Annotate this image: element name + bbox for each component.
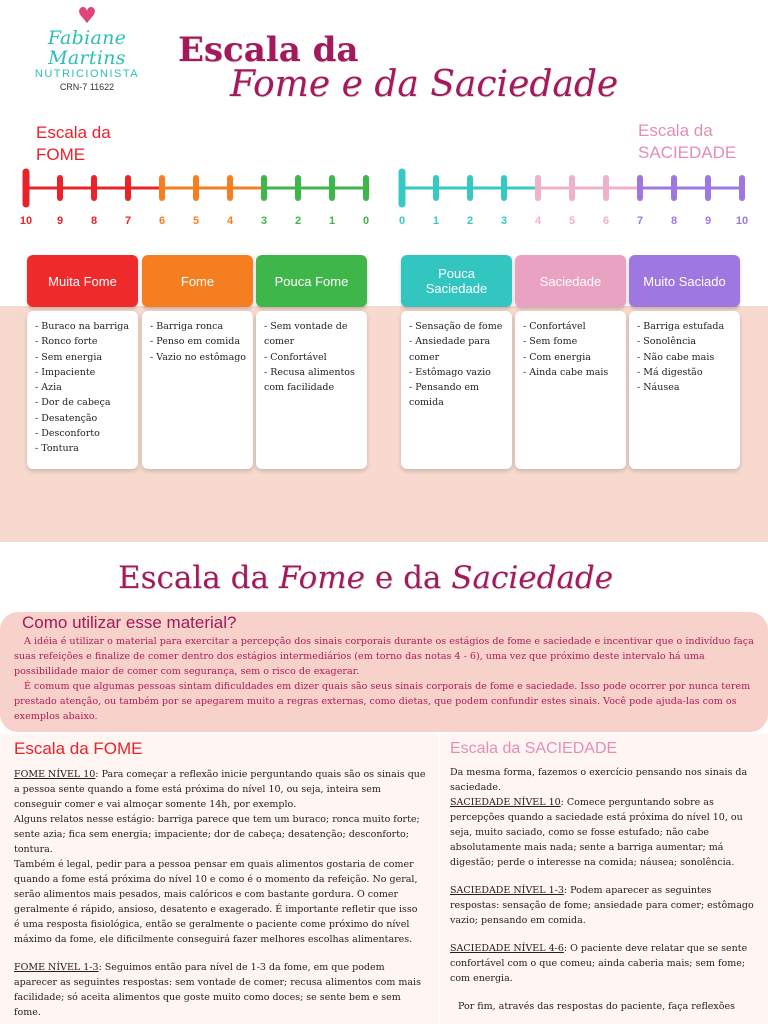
sac-scale-number: 7	[636, 215, 644, 227]
how-paragraph-1: A idéia é utilizar o material para exercitar a percepção dos sinais corporais durante os estágios de fome e saciedade e incentivar que o indivíduo faça suas refeições e finalize de comer dentro dos estágios intermediários (em torno das notas 4 - 6), uma vez que próximo deste intervalo há uma possibilidade maior de comer com segurança, sem o risco de exagerar.	[14, 636, 754, 677]
fome-scale-number: 1	[328, 215, 336, 227]
saciedade-scale-label	[638, 120, 736, 164]
fome-section-title: Escala da FOME	[14, 739, 143, 758]
sac-label-line2: SACIEDADE	[638, 143, 737, 162]
sac-scale-number: 3	[500, 215, 508, 227]
level-card-body	[27, 311, 138, 469]
level-card-item: - Estômago vazio	[409, 366, 491, 378]
logo-crn: CRN-7 11622	[59, 82, 115, 92]
sac-scale-number: 1	[432, 215, 440, 227]
level-card-item: - Sem energia	[35, 351, 103, 363]
logo-name: Fabiane Martins	[47, 27, 127, 69]
fome-n10-label: FOME NÍVEL 10	[14, 769, 96, 780]
level-card-item: - Com energia	[523, 351, 591, 363]
level-card-item: - Desatenção	[35, 412, 98, 424]
scales-graphic	[0, 160, 768, 240]
sac-n13-text: : Podem aparecer as seguintes respostas: sensação de fome; ansiedade para comer; estômago vazio; pensando em comida.	[450, 885, 754, 926]
level-card-body	[142, 311, 253, 469]
level-card-item: - Desconforto	[35, 428, 100, 440]
level-card	[256, 255, 367, 469]
level-card-body	[629, 311, 740, 469]
level-card-item: - Não cabe mais	[637, 351, 715, 363]
level-card-title: Saciedade	[515, 255, 626, 307]
fome-scale-number: 6	[158, 215, 166, 227]
sac-scale-number: 0	[398, 215, 406, 227]
fome-n13-paragraph	[14, 960, 426, 1020]
how-to-use-box	[0, 612, 768, 732]
level-card-title: Fome	[142, 255, 253, 307]
fome-scale-number: 2	[294, 215, 302, 227]
level-card-item: - Barriga estufada	[637, 321, 725, 332]
sac-n13-paragraph	[450, 883, 760, 928]
sac-n10-text: : Comece perguntando sobre as percepções quando a saciedade está próxima do nível 10, ou seja, muito saciado, como se fosse estufado; não cabe absolutamente mais nada; sente a barriga aumentar; má digestão; perde o interesse na comida; náusea; sonolência.	[450, 797, 743, 868]
level-card-item: - Sem vontade de comer	[264, 321, 348, 348]
fome-scale-number: 9	[56, 215, 64, 227]
fome-n13-text: : Seguimos então para nível de 1-3 da fome, em que podem aparecer as seguintes respostas: sem vontade de comer; recusa alimentos com mais facilidade; só aceita alimentos que goste muito como doces; se sente bem e sem fome.	[14, 962, 421, 1018]
level-card-item: - Recusa alimentos com facilidade	[264, 366, 355, 394]
level-card-item: - Ainda cabe mais	[523, 366, 609, 378]
level-card-body	[515, 311, 626, 469]
fome-n13-label: FOME NÍVEL 1-3	[14, 962, 99, 973]
sac-n10-label: SACIEDADE NÍVEL 10	[450, 797, 561, 808]
sac-n46-label: SACIEDADE NÍVEL 4-6	[450, 943, 564, 954]
section2-title-c: e da	[365, 560, 452, 596]
fome-scale-number: 4	[226, 215, 234, 227]
fome-n10-text: : Para começar a reflexão inicie perguntando quais são os sinais que a pessoa sente quando a fome está próxima do nível 10, ou seja, inteira sem conseguir comer e vai almoçar somente 14h, por exemplo.	[14, 769, 426, 810]
fome-scale-number: 8	[90, 215, 98, 227]
level-card-item: - Tontura	[35, 443, 79, 455]
level-card-item: - Ronco forte	[35, 336, 98, 348]
level-card-item: - Dor de cabeça	[35, 397, 111, 409]
fome-n10-paragraph	[14, 767, 426, 812]
how-title: Como utilizar esse material?	[22, 613, 237, 632]
fome-scale-number: 5	[192, 215, 200, 227]
level-card-body	[401, 311, 512, 469]
sac-scale-number: 6	[602, 215, 610, 227]
fome-scale-number: 3	[260, 215, 268, 227]
fome-scale-number: 7	[124, 215, 132, 227]
heart-apple-icon: ♥	[77, 4, 97, 29]
level-card-title: Pouca Saciedade	[401, 255, 512, 307]
sac-scale-number: 4	[534, 215, 542, 227]
fome-label-line1: Escala da	[36, 123, 111, 142]
level-card-item: - Confortável	[264, 351, 327, 363]
fome-section	[0, 734, 438, 1024]
level-card-item: - Sonolência	[637, 336, 697, 348]
fome-scale-number: 10	[19, 215, 33, 227]
level-card-item: - Buraco na barriga	[35, 321, 130, 332]
level-card-item: - Vazio no estômago	[150, 351, 247, 363]
saciedade-section	[440, 734, 768, 1024]
sac-label-line1: Escala da	[638, 121, 713, 140]
sac-n46-paragraph	[450, 941, 760, 986]
sac-scale-number: 5	[568, 215, 576, 227]
section2-title-a: Escala da	[118, 560, 279, 596]
saciedade-section-title: Escala da SACIEDADE	[450, 740, 618, 757]
level-card-title: Muito Saciado	[629, 255, 740, 307]
how-paragraph-2: É comum que algumas pessoas sintam dificuldades em dizer quais são seus sinais corporais de fome e saciedade. Isso pode ocorrer por nunca terem prestado atenção, ou também por se apegarem muito a regras externas, como dietas, que podem confundir estes sinais. Você pode ajuda-las com os exemplos abaixo.	[14, 681, 751, 722]
level-card-body	[256, 311, 367, 469]
level-card-item: - Sem fome	[523, 336, 578, 348]
level-card-item: - Náusea	[637, 382, 680, 394]
level-card-item: - Barriga ronca	[150, 321, 224, 332]
sac-intro: Da mesma forma, fazemos o exercício pensando nos sinais da saciedade.	[450, 767, 748, 793]
logo	[12, 6, 162, 93]
level-card-title: Pouca Fome	[256, 255, 367, 307]
fome-label-line2: FOME	[36, 145, 86, 164]
level-card-item: - Sensação de fome	[409, 321, 503, 332]
sac-n10-paragraph	[450, 795, 760, 870]
page-title-line1: Escala da	[178, 30, 359, 70]
level-card	[142, 255, 253, 469]
section2-title	[118, 560, 613, 596]
fome-n10-more: Alguns relatos nesse estágio: barriga parece que tem um buraco; ronca muito forte; sente azia; fica sem energia; impaciente; dor de cabeça; desatenção; desconforto; tontura.	[14, 814, 420, 855]
fome-n10-food: Também é legal, pedir para a pessoa pensar em quais alimentos gostaria de comer quando a fome está próxima do nível 10 e como é o momento da refeição. No geral, serão alimentos mais pesados, mais calóricos e com bastante gordura. O comer geralmente é rápido, ansioso, desatento e exagerado. É importante refletir que isso é uma resposta fisiológica, então se geralmente o paciente come próximo do nível máximo da fome, ele dificilmente conseguirá fazer melhores escolhas alimentares.	[14, 859, 418, 945]
level-card-item: - Impaciente	[35, 366, 96, 378]
level-card	[629, 255, 740, 469]
level-card	[401, 255, 512, 469]
sac-scale-number: 10	[735, 215, 749, 227]
fome-scale-number: 0	[362, 215, 370, 227]
logo-subtitle: NUTRICIONISTA	[34, 68, 140, 80]
level-card-item: - Pensando em comida	[409, 382, 480, 409]
level-card-title: Muita Fome	[27, 255, 138, 307]
sac-n13-label: SACIEDADE NÍVEL 1-3	[450, 885, 564, 896]
section2-title-d: Saciedade	[451, 560, 614, 596]
level-card-item: - Penso em comida	[150, 336, 241, 348]
sac-scale-number: 9	[704, 215, 712, 227]
section2-title-b: Fome	[278, 560, 366, 596]
level-card-item: - Má digestão	[637, 366, 703, 378]
page-title-line2: Fome e da Saciedade	[230, 64, 619, 105]
sac-scale-number: 8	[670, 215, 678, 227]
sac-final: Por fim, através das respostas do paciente, faça reflexões	[458, 1001, 735, 1012]
level-card-item: - Confortável	[523, 321, 586, 332]
level-card	[515, 255, 626, 469]
level-card-item: - Azia	[35, 382, 62, 394]
sac-n46-text: : O paciente deve relatar que se sente confortável com o que comeu; ainda caberia mais; sem fome; com energia.	[450, 943, 748, 984]
sac-scale-number: 2	[466, 215, 474, 227]
level-card	[27, 255, 138, 469]
level-card-item: - Ansiedade para comer	[409, 336, 491, 363]
